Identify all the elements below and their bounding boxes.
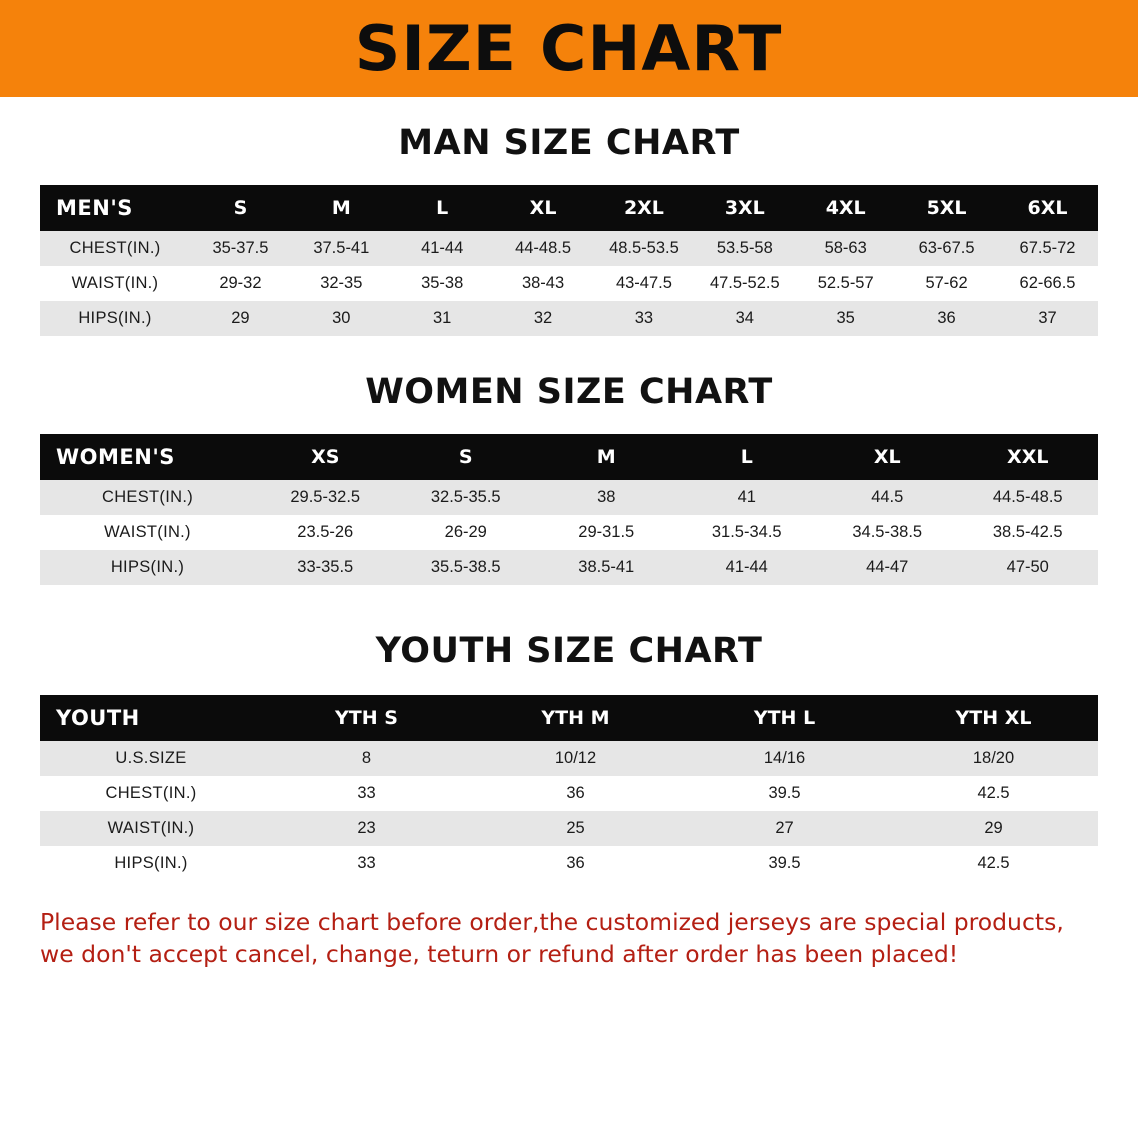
- table-row: [40, 550, 1098, 585]
- table-cell: 32: [493, 301, 594, 336]
- man-table-body: [40, 231, 1098, 336]
- table-cell: 36: [471, 846, 680, 881]
- table-cell: 47.5-52.5: [694, 266, 795, 301]
- table-cell: 42.5: [889, 776, 1098, 811]
- table-cell: 32.5-35.5: [396, 480, 537, 515]
- row-label: CHEST(IN.): [40, 776, 262, 811]
- table-row: [40, 776, 1098, 811]
- table-cell: 33: [594, 301, 695, 336]
- table-cell: 29.5-32.5: [255, 480, 396, 515]
- table-cell: 53.5-58: [694, 231, 795, 266]
- youth-header-cell: YTH L: [680, 695, 889, 741]
- man-size-table: [40, 185, 1098, 336]
- table-cell: 58-63: [795, 231, 896, 266]
- table-cell: 33: [262, 846, 471, 881]
- table-cell: 23: [262, 811, 471, 846]
- table-header-row: [40, 695, 1098, 741]
- table-cell: 32-35: [291, 266, 392, 301]
- header-banner: [0, 0, 1138, 97]
- row-label: HIPS(IN.): [40, 550, 255, 585]
- disclaimer-line-1: Please refer to our size chart before order,the customized jerseys are special products,: [40, 908, 1064, 936]
- table-row: [40, 741, 1098, 776]
- row-label: HIPS(IN.): [40, 301, 190, 336]
- disclaimer-line-2: we don't accept cancel, change, teturn or refund after order has been placed!: [40, 939, 959, 968]
- disclaimer-note: [40, 907, 1098, 970]
- table-cell: 14/16: [680, 741, 889, 776]
- women-size-table: [40, 434, 1098, 585]
- table-row: [40, 846, 1098, 881]
- table-cell: 67.5-72: [997, 231, 1098, 266]
- table-header-row: [40, 185, 1098, 231]
- table-cell: 34.5-38.5: [817, 515, 958, 550]
- man-header-cell: XL: [493, 185, 594, 231]
- women-header-label: WOMEN'S: [40, 434, 255, 480]
- table-cell: 41-44: [392, 231, 493, 266]
- man-table-wrapper: [40, 185, 1098, 336]
- women-header-cell: S: [396, 434, 537, 480]
- table-cell: 36: [471, 776, 680, 811]
- table-cell: 37: [997, 301, 1098, 336]
- table-cell: 31.5-34.5: [677, 515, 818, 550]
- table-cell: 47-50: [958, 550, 1099, 585]
- man-section-heading: MAN SIZE CHART: [398, 123, 740, 163]
- women-table-body: [40, 480, 1098, 585]
- table-header-row: [40, 434, 1098, 480]
- table-cell: 44-48.5: [493, 231, 594, 266]
- row-label: CHEST(IN.): [40, 480, 255, 515]
- youth-header-cell: YTH XL: [889, 695, 1098, 741]
- man-header-cell: 5XL: [896, 185, 997, 231]
- women-header-cell: XXL: [958, 434, 1099, 480]
- table-cell: 27: [680, 811, 889, 846]
- youth-table-wrapper: [40, 695, 1098, 881]
- youth-size-table: [40, 695, 1098, 881]
- table-cell: 35.5-38.5: [396, 550, 537, 585]
- row-label: WAIST(IN.): [40, 266, 190, 301]
- table-cell: 29: [190, 301, 291, 336]
- man-header-cell: 2XL: [594, 185, 695, 231]
- table-cell: 39.5: [680, 776, 889, 811]
- row-label: WAIST(IN.): [40, 515, 255, 550]
- table-cell: 23.5-26: [255, 515, 396, 550]
- table-cell: 31: [392, 301, 493, 336]
- row-label: WAIST(IN.): [40, 811, 262, 846]
- man-header-cell: S: [190, 185, 291, 231]
- table-cell: 29: [889, 811, 1098, 846]
- table-cell: 38.5-42.5: [958, 515, 1099, 550]
- table-cell: 33-35.5: [255, 550, 396, 585]
- table-row: [40, 515, 1098, 550]
- table-cell: 44.5-48.5: [958, 480, 1099, 515]
- man-header-cell: 6XL: [997, 185, 1098, 231]
- youth-table-body: [40, 741, 1098, 881]
- table-cell: 38.5-41: [536, 550, 677, 585]
- women-table-header: [40, 434, 1098, 480]
- man-header-cell: M: [291, 185, 392, 231]
- table-cell: 39.5: [680, 846, 889, 881]
- table-row: [40, 480, 1098, 515]
- table-cell: 26-29: [396, 515, 537, 550]
- women-header-cell: XS: [255, 434, 396, 480]
- table-cell: 10/12: [471, 741, 680, 776]
- table-row: [40, 266, 1098, 301]
- table-cell: 38-43: [493, 266, 594, 301]
- table-cell: 41: [677, 480, 818, 515]
- page-title: SIZE CHART: [355, 11, 783, 85]
- row-label: HIPS(IN.): [40, 846, 262, 881]
- table-cell: 34: [694, 301, 795, 336]
- women-header-cell: L: [677, 434, 818, 480]
- man-table-header: [40, 185, 1098, 231]
- table-cell: 25: [471, 811, 680, 846]
- youth-section-heading: YOUTH SIZE CHART: [375, 631, 763, 671]
- table-cell: 52.5-57: [795, 266, 896, 301]
- table-cell: 42.5: [889, 846, 1098, 881]
- table-cell: 48.5-53.5: [594, 231, 695, 266]
- table-cell: 8: [262, 741, 471, 776]
- table-cell: 62-66.5: [997, 266, 1098, 301]
- table-cell: 44.5: [817, 480, 958, 515]
- women-header-cell: XL: [817, 434, 958, 480]
- youth-header-cell: YTH M: [471, 695, 680, 741]
- table-cell: 36: [896, 301, 997, 336]
- table-cell: 18/20: [889, 741, 1098, 776]
- man-header-label: MEN'S: [40, 185, 190, 231]
- women-section-heading: WOMEN SIZE CHART: [365, 372, 773, 412]
- youth-header-label: YOUTH: [40, 695, 262, 741]
- table-row: [40, 811, 1098, 846]
- table-row: [40, 231, 1098, 266]
- row-label: CHEST(IN.): [40, 231, 190, 266]
- table-cell: 43-47.5: [594, 266, 695, 301]
- table-cell: 57-62: [896, 266, 997, 301]
- table-cell: 35-38: [392, 266, 493, 301]
- table-cell: 38: [536, 480, 677, 515]
- table-cell: 41-44: [677, 550, 818, 585]
- youth-header-cell: YTH S: [262, 695, 471, 741]
- table-row: [40, 301, 1098, 336]
- man-header-cell: 4XL: [795, 185, 896, 231]
- row-label: U.S.SIZE: [40, 741, 262, 776]
- youth-table-header: [40, 695, 1098, 741]
- table-cell: 29-32: [190, 266, 291, 301]
- man-header-cell: L: [392, 185, 493, 231]
- table-cell: 63-67.5: [896, 231, 997, 266]
- table-cell: 30: [291, 301, 392, 336]
- table-cell: 44-47: [817, 550, 958, 585]
- women-table-wrapper: [40, 434, 1098, 585]
- table-cell: 35-37.5: [190, 231, 291, 266]
- table-cell: 33: [262, 776, 471, 811]
- table-cell: 29-31.5: [536, 515, 677, 550]
- women-header-cell: M: [536, 434, 677, 480]
- man-header-cell: 3XL: [694, 185, 795, 231]
- table-cell: 35: [795, 301, 896, 336]
- table-cell: 37.5-41: [291, 231, 392, 266]
